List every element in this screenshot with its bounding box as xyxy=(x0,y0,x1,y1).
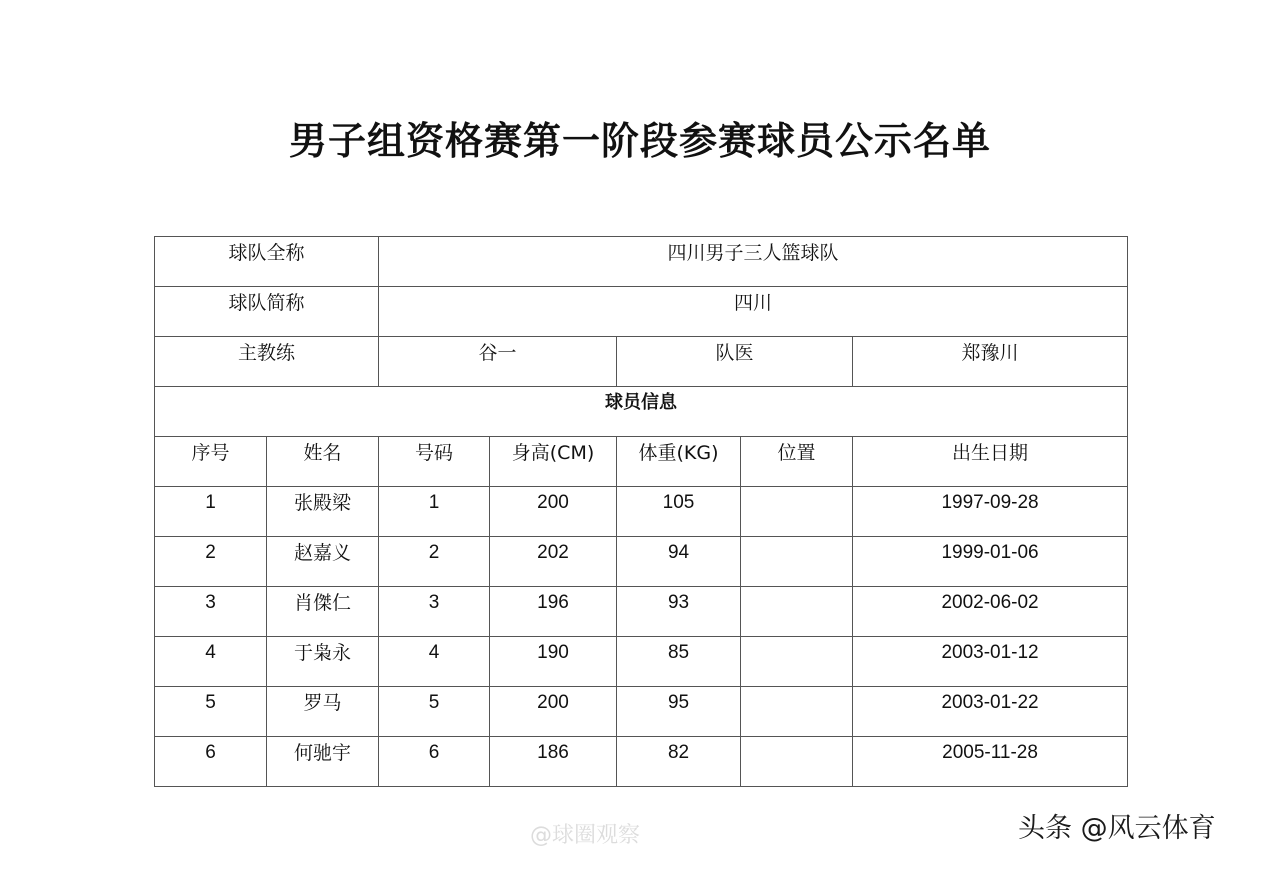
header-position: 位置 xyxy=(741,437,853,487)
doctor-label: 队医 xyxy=(617,337,853,387)
header-seq: 序号 xyxy=(155,437,267,487)
team-full-name-row xyxy=(155,237,1128,287)
team-short-name-label: 球队简称 xyxy=(155,287,379,337)
doctor-value: 郑豫川 xyxy=(853,337,1128,387)
cell-number: 2 xyxy=(379,537,490,587)
cell-seq: 3 xyxy=(155,587,267,637)
cell-seq: 1 xyxy=(155,487,267,537)
cell-birth: 2002-06-02 xyxy=(853,587,1128,637)
table-row xyxy=(155,737,1128,787)
cell-birth: 2003-01-22 xyxy=(853,687,1128,737)
header-name: 姓名 xyxy=(267,437,379,487)
cell-seq: 4 xyxy=(155,637,267,687)
cell-position xyxy=(741,537,853,587)
source-watermark: 头条 @风云体育 xyxy=(1018,813,1216,844)
cell-height: 200 xyxy=(490,487,617,537)
cell-birth: 1999-01-06 xyxy=(853,537,1128,587)
cell-name: 于枭永 xyxy=(267,637,379,687)
roster-table xyxy=(154,236,1128,787)
cell-number: 5 xyxy=(379,687,490,737)
staff-row xyxy=(155,337,1128,387)
cell-weight: 82 xyxy=(617,737,741,787)
document-title: 男子组资格赛第一阶段参赛球员公示名单 xyxy=(288,119,991,163)
cell-height: 200 xyxy=(490,687,617,737)
cell-position xyxy=(741,737,853,787)
cell-weight: 94 xyxy=(617,537,741,587)
cell-number: 3 xyxy=(379,587,490,637)
table-row xyxy=(155,537,1128,587)
cell-weight: 105 xyxy=(617,487,741,537)
cell-position xyxy=(741,687,853,737)
cell-weight: 85 xyxy=(617,637,741,687)
cell-seq: 2 xyxy=(155,537,267,587)
cell-seq: 6 xyxy=(155,737,267,787)
team-full-name-label: 球队全称 xyxy=(155,237,379,287)
cell-number: 6 xyxy=(379,737,490,787)
header-number: 号码 xyxy=(379,437,490,487)
cell-birth: 1997-09-28 xyxy=(853,487,1128,537)
cell-position xyxy=(741,587,853,637)
cell-birth: 2003-01-12 xyxy=(853,637,1128,687)
players-section-row xyxy=(155,387,1128,437)
coach-value: 谷一 xyxy=(379,337,617,387)
cell-name: 张殿梁 xyxy=(267,487,379,537)
cell-number: 1 xyxy=(379,487,490,537)
header-birth: 出生日期 xyxy=(853,437,1128,487)
cell-weight: 93 xyxy=(617,587,741,637)
team-full-name-value: 四川男子三人篮球队 xyxy=(379,237,1128,287)
table-row xyxy=(155,587,1128,637)
header-weight: 体重(KG) xyxy=(617,437,741,487)
coach-label: 主教练 xyxy=(155,337,379,387)
team-short-name-value: 四川 xyxy=(379,287,1128,337)
cell-height: 186 xyxy=(490,737,617,787)
cell-name: 肖傑仁 xyxy=(267,587,379,637)
cell-position xyxy=(741,487,853,537)
players-header-row xyxy=(155,437,1128,487)
faint-watermark: @球圈观察 xyxy=(530,823,641,848)
team-short-name-row xyxy=(155,287,1128,337)
cell-name: 赵嘉义 xyxy=(267,537,379,587)
cell-birth: 2005-11-28 xyxy=(853,737,1128,787)
table-row xyxy=(155,487,1128,537)
cell-height: 196 xyxy=(490,587,617,637)
cell-height: 190 xyxy=(490,637,617,687)
table-row xyxy=(155,687,1128,737)
cell-name: 何驰宇 xyxy=(267,737,379,787)
players-section-title: 球员信息 xyxy=(155,387,1128,437)
header-height: 身高(CM) xyxy=(490,437,617,487)
cell-number: 4 xyxy=(379,637,490,687)
cell-weight: 95 xyxy=(617,687,741,737)
cell-position xyxy=(741,637,853,687)
cell-seq: 5 xyxy=(155,687,267,737)
cell-height: 202 xyxy=(490,537,617,587)
cell-name: 罗马 xyxy=(267,687,379,737)
table-row xyxy=(155,637,1128,687)
